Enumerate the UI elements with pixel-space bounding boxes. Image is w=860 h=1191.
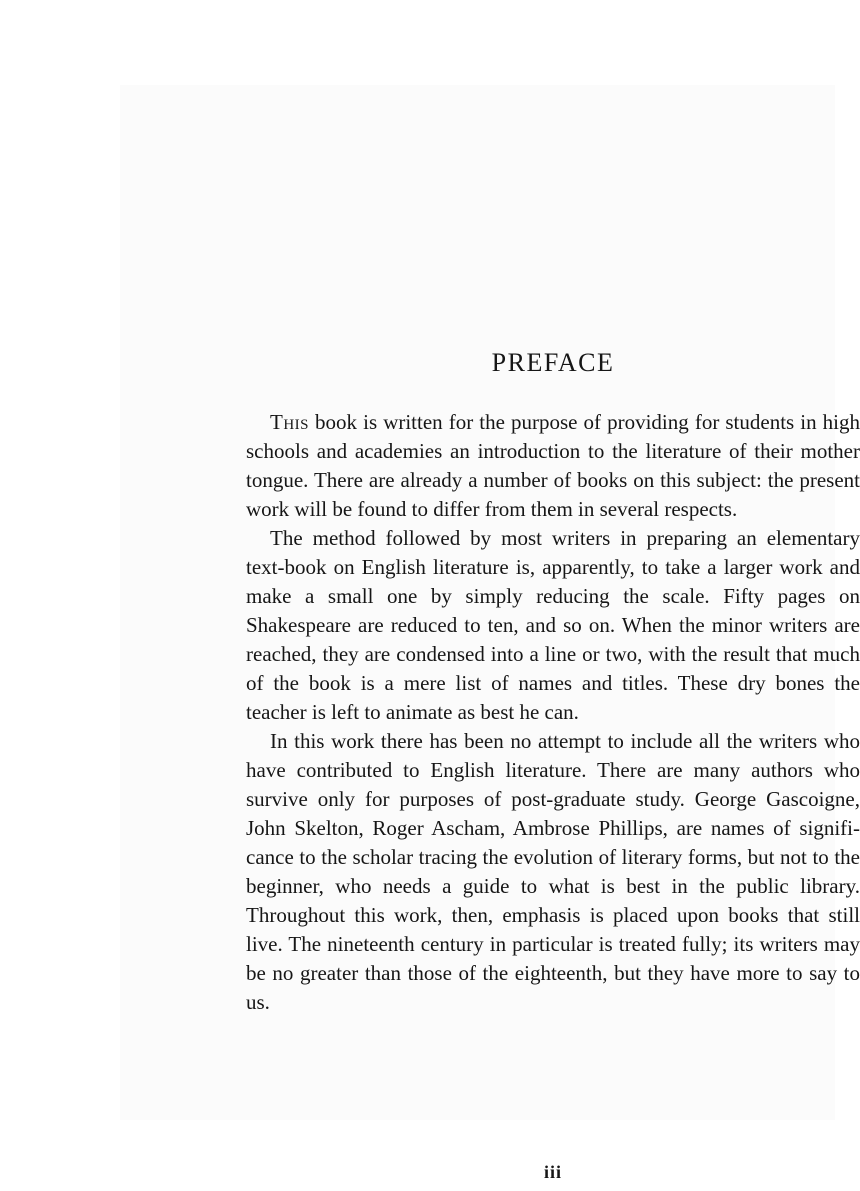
- paragraph-2-text: The method followed by most writers in preparing an elementary text-book on English literature is, apparently, to take a larger work and make a small one by simply reducing the scale. Fifty pages on Shakespeare are reduced to ten, and so on. When the minor writers are reached, they are condensed into a line or two, with the result that much of the book is a mere list of names and titles. These dry bones the teacher is left to animate as best he can.: [246, 526, 860, 724]
- book-page: [120, 85, 860, 1182]
- paragraph-2: [246, 524, 860, 727]
- paragraph-3-text: In this work there has been no attempt to include all the writers who have contributed to English literature. There are many authors who survive only for purposes of post-graduate study. George Gascoigne, John Skelton, Roger Ascham, Ambrose Phillips, are names of significance to the scholar tracing the evolution of literary forms, but not to the beginner, who needs a guide to what is best in the public library. Throughout this work, then, emphasis is placed upon books that still live. The nineteenth century in particular is treated fully; its writers may be no greater than those of the eighteenth, but they have more to say to us.: [246, 729, 860, 1014]
- paragraph-3: [246, 727, 860, 1017]
- page-title: PREFACE: [491, 348, 615, 377]
- paragraph-1: [246, 408, 860, 524]
- paragraph-1-text: book is written for the purpose of providing for students in high schools and academies an introduction to the literature of their mother tongue. There are already a number of books on this subject: the present work will be found to differ from them in several respects.: [246, 410, 860, 521]
- paragraph-1-lead-word: This: [270, 410, 309, 434]
- preface-body: [246, 408, 860, 1017]
- page-number: iii: [543, 1162, 562, 1182]
